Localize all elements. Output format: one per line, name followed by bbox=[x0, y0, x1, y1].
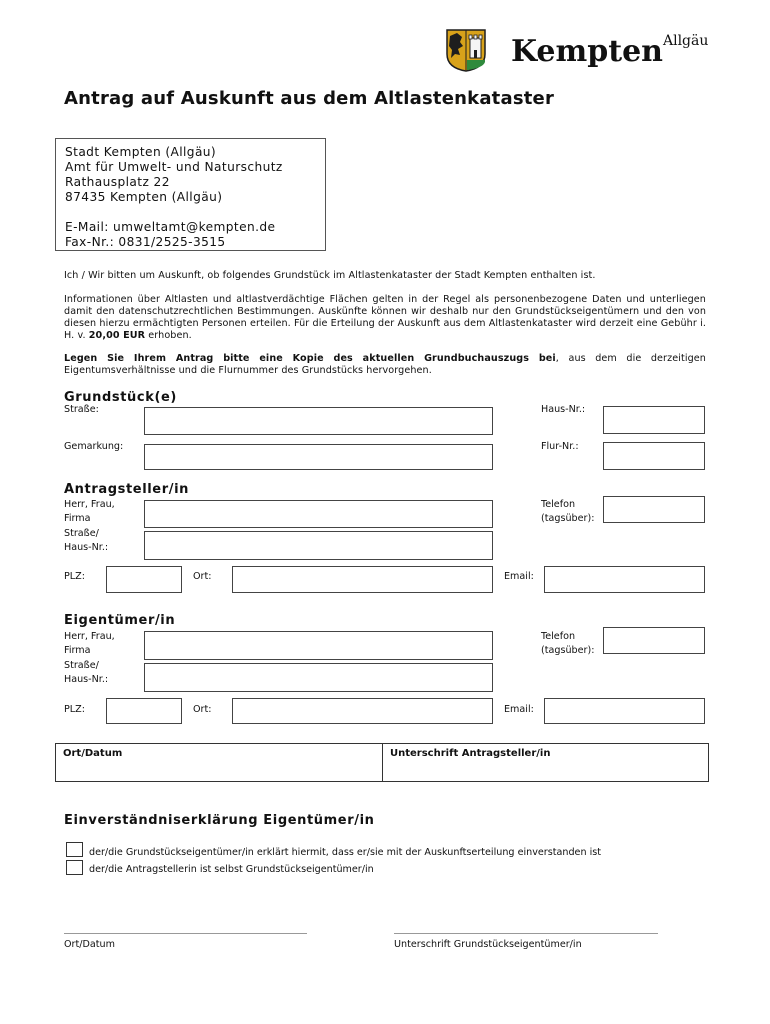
label-phone-l2: (tagsüber): bbox=[541, 513, 595, 524]
signature-table bbox=[55, 743, 709, 782]
label-name-l1: Herr, Frau, bbox=[64, 499, 115, 510]
eigentuemer-ort-input[interactable] bbox=[232, 698, 493, 724]
label-flurnr: Flur-Nr.: bbox=[541, 441, 579, 452]
label-plz: PLZ: bbox=[64, 571, 85, 582]
eigentuemer-phone-input[interactable] bbox=[603, 627, 705, 654]
brand-region: Allgäu bbox=[662, 33, 709, 49]
label-email: Email: bbox=[504, 571, 534, 582]
label-name-l2: Firma bbox=[64, 645, 91, 656]
label-ort: Ort: bbox=[193, 704, 212, 715]
address-line: Rathausplatz 22 bbox=[65, 175, 170, 189]
grundstueck-hausnr-input[interactable] bbox=[603, 406, 705, 434]
consent-option-2-label: der/die Antragstellerin ist selbst Grundstückseigentümer/in bbox=[89, 864, 374, 875]
unterschrift-label: Unterschrift Antragsteller/in bbox=[390, 748, 551, 759]
ort-datum-cell[interactable] bbox=[56, 744, 383, 781]
eigentuemer-street-input[interactable] bbox=[144, 663, 493, 692]
signature-line-right[interactable] bbox=[394, 933, 658, 934]
grundstueck-strasse-input[interactable] bbox=[144, 407, 493, 435]
label-ort: Ort: bbox=[193, 571, 212, 582]
sign-right-label: Unterschrift Grundstückseigentümer/in bbox=[394, 939, 582, 950]
consent-checkbox-2[interactable] bbox=[66, 860, 83, 875]
label-name-l2: Firma bbox=[64, 513, 91, 524]
brand-name: Kempten$^{Allgäu}$ bbox=[511, 33, 709, 69]
label-phone-l1: Telefon bbox=[541, 499, 576, 510]
crest-icon bbox=[445, 28, 487, 72]
section-heading-consent: Einverständniserklärung Eigentümer/in bbox=[64, 813, 375, 828]
address-line: Stadt Kempten (Allgäu) bbox=[65, 145, 217, 159]
label-plz: PLZ: bbox=[64, 704, 85, 715]
signature-line-left[interactable] bbox=[64, 933, 307, 934]
antragsteller-name-input[interactable] bbox=[144, 500, 493, 528]
grundstueck-flurnr-input[interactable] bbox=[603, 442, 705, 470]
fee-amount: 20,00 EUR bbox=[88, 330, 146, 341]
antragsteller-street-input[interactable] bbox=[144, 531, 493, 560]
label-strasse: Straße: bbox=[64, 404, 99, 415]
page-title: Antrag auf Auskunft aus dem Altlastenkataster bbox=[64, 88, 555, 109]
ort-datum-label: Ort/Datum bbox=[63, 748, 123, 759]
intro-paragraph-3: Legen Sie Ihrem Antrag bitte eine Kopie des aktuellen Grundbuchauszugs bei, aus dem die derzeitigen Eigentumsverhältnisse und die Flurnummer des Grundstücks hervorgehen. bbox=[64, 353, 706, 376]
antragsteller-ort-input[interactable] bbox=[232, 566, 493, 593]
consent-option-1-label: der/die Grundstückseigentümer/in erklärt hiermit, dass er/sie mit der Auskunftserteilung einverstanden ist bbox=[89, 847, 602, 858]
antragsteller-plz-input[interactable] bbox=[106, 566, 182, 593]
section-heading-grundstueck: Grundstück(e) bbox=[64, 390, 177, 405]
address-line: Amt für Umwelt- und Naturschutz bbox=[65, 160, 283, 174]
intro-paragraph-2: Informationen über Altlasten und altlastverdächtige Flächen gelten in der Regel als personenbezogene Daten und unterliegen damit den datenschutzrechtlichen Bestimmungen. Auskünfte können wir deshalb nur den Grundstückseigentümern und den von diesen hierzu ermächtigten Personen erteilen. Für die Erteilung der Auskunft aus dem Altlastenkataster wird derzeit eine Gebühr i. H. v. 20,00 EUR erhoben. bbox=[64, 294, 706, 341]
antragsteller-email-input[interactable] bbox=[544, 566, 705, 593]
unterschrift-cell[interactable] bbox=[383, 744, 557, 781]
header-logo bbox=[445, 28, 709, 72]
consent-checkbox-1[interactable] bbox=[66, 842, 83, 857]
eigentuemer-name-input[interactable] bbox=[144, 631, 493, 660]
address-fax: Fax-Nr.: 0831/2525-3515 bbox=[65, 235, 226, 249]
intro-paragraph-1: Ich / Wir bitten um Auskunft, ob folgendes Grundstück im Altlastenkataster der Stadt Kempten enthalten ist. bbox=[64, 270, 596, 281]
eigentuemer-plz-input[interactable] bbox=[106, 698, 182, 724]
label-hausnr: Haus-Nr.: bbox=[541, 404, 586, 415]
grundstueck-gemarkung-input[interactable] bbox=[144, 444, 493, 470]
label-street-l2: Haus-Nr.: bbox=[64, 674, 109, 685]
label-street-l1: Straße/ bbox=[64, 660, 99, 671]
antragsteller-phone-input[interactable] bbox=[603, 496, 705, 523]
label-email: Email: bbox=[504, 704, 534, 715]
address-box bbox=[55, 138, 326, 251]
sign-left-label: Ort/Datum bbox=[64, 939, 115, 950]
label-street-l1: Straße/ bbox=[64, 528, 99, 539]
section-heading-antragsteller: Antragsteller/in bbox=[64, 482, 189, 497]
address-line: 87435 Kempten (Allgäu) bbox=[65, 190, 223, 204]
section-heading-eigentuemer: Eigentümer/in bbox=[64, 613, 176, 628]
label-street-l2: Haus-Nr.: bbox=[64, 542, 109, 553]
label-phone-l2: (tagsüber): bbox=[541, 645, 595, 656]
label-name-l1: Herr, Frau, bbox=[64, 631, 115, 642]
address-email: E-Mail: umweltamt@kempten.de bbox=[65, 220, 276, 234]
label-gemarkung: Gemarkung: bbox=[64, 441, 124, 452]
label-phone-l1: Telefon bbox=[541, 631, 576, 642]
eigentuemer-email-input[interactable] bbox=[544, 698, 705, 724]
